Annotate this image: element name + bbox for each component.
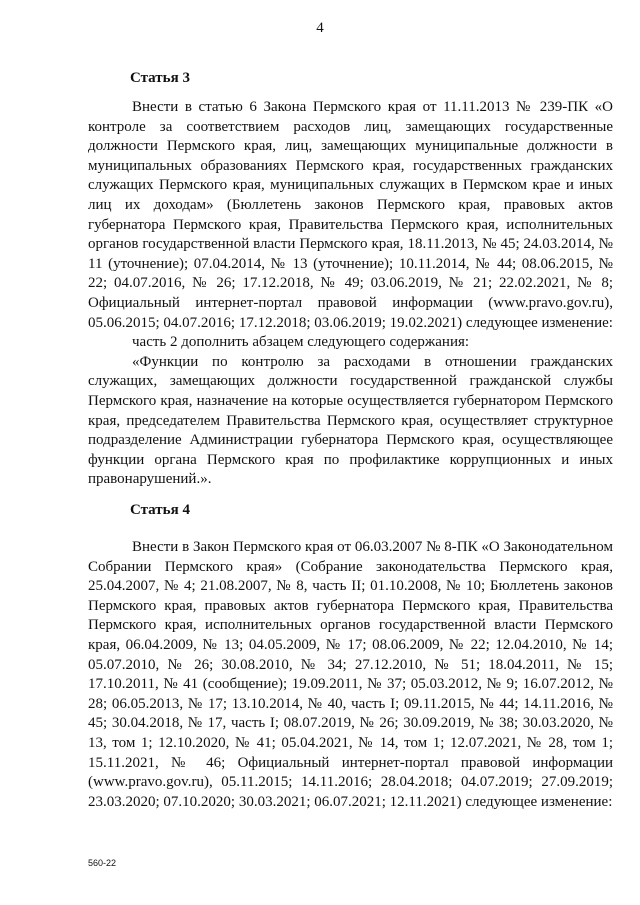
article-4-heading: Статья 4: [130, 502, 190, 518]
article-3-intro: Внести в статью 6 Закона Пермского края от 11.11.2013 № 239-ПК «О контроле за соответствием расходов лиц, замещающих государственные должности Пермского края, лиц, замещающих муниципальные должности в муниципальных образованиях Пермского края, государственных гражданских служащих Пермского края, муниципальных служащих в Пермском крае и иных лиц их доходам» (Бюллетень законов Пермского края, правовых актов губернатора Пермского края, Правительства Пермского края, исполнительных органов государственной власти Пермского края, 18.11.2013, № 45; 24.03.2014, № 11 (уточнение); 07.04.2014, № 13 (уточнение); 10.11.2014, № 44; 08.06.2015, № 22; 04.07.2016, № 26; 17.12.2018, № 49; 03.06.2019, № 21; 22.02.2021, № 8; Официальный интернет-портал правовой информации (www.pravo.gov.ru), 05.06.2015; 04.07.2016; 17.12.2018; 03.06.2019; 19.02.2021) следующее изменение:: [88, 99, 613, 331]
article-3-change-line: часть 2 дополнить абзацем следующего содержания:: [132, 334, 470, 351]
document-code: 560-22: [88, 858, 117, 868]
article-3-body: [88, 98, 613, 490]
article-4-body: [88, 538, 613, 812]
article-3-quote: «Функции по контролю за расходами в отношении гражданских служащих, замещающих должности государственной гражданской службы Пермского края, назначение на которые осуществляется губернатором Пермского края, председателем Правительства Пермского края, осуществляет структурное подразделение Администрации губернатора Пермского края, осуществляющее функции органа Пермского края по профилактике коррупционных и иных правонарушений.».: [88, 353, 613, 488]
article-4-intro: Внести в Закон Пермского края от 06.03.2007 № 8-ПК «О Законодательном Собрании Пермского края» (Собрание законодательства Пермского края, 25.04.2007, № 4; 21.08.2007, № 8, часть II; 01.10.2008, № 10; Бюллетень законов Пермского края, правовых актов губернатора Пермского края, Правительства Пермского края, исполнительных органов государственной власти Пермского края, 06.04.2009, № 13; 04.05.2009, № 17; 08.06.2009, № 22; 12.04.2010, № 14; 05.07.2010, № 26; 30.08.2010, № 34; 27.12.2010, № 51; 18.04.2011, № 15; 17.10.2011, № 41 (сообщение); 19.09.2011, № 37; 05.03.2012, № 9; 16.07.2012, № 28; 06.05.2013, № 17; 13.10.2014, № 40, часть I; 09.11.2015, № 44; 14.11.2016, № 45; 30.04.2018, № 17, часть I; 08.07.2019, № 26; 30.09.2019, № 38; 30.03.2020, № 13, том 1; 12.10.2020, № 41; 05.04.2021, № 14, том 1; 12.07.2021, № 28, том 1; 15.11.2021, № 46; Официальный интернет-портал правовой информации (www.pravo.gov.ru), 05.11.2015; 14.11.2016; 28.04.2018; 04.07.2019; 27.09.2019; 23.03.2020; 07.10.2020; 30.03.2021; 06.07.2021; 12.11.2021) следующее изменение:: [88, 539, 613, 810]
page-number: 4: [316, 20, 324, 36]
article-3-heading: Статья 3: [130, 70, 190, 86]
